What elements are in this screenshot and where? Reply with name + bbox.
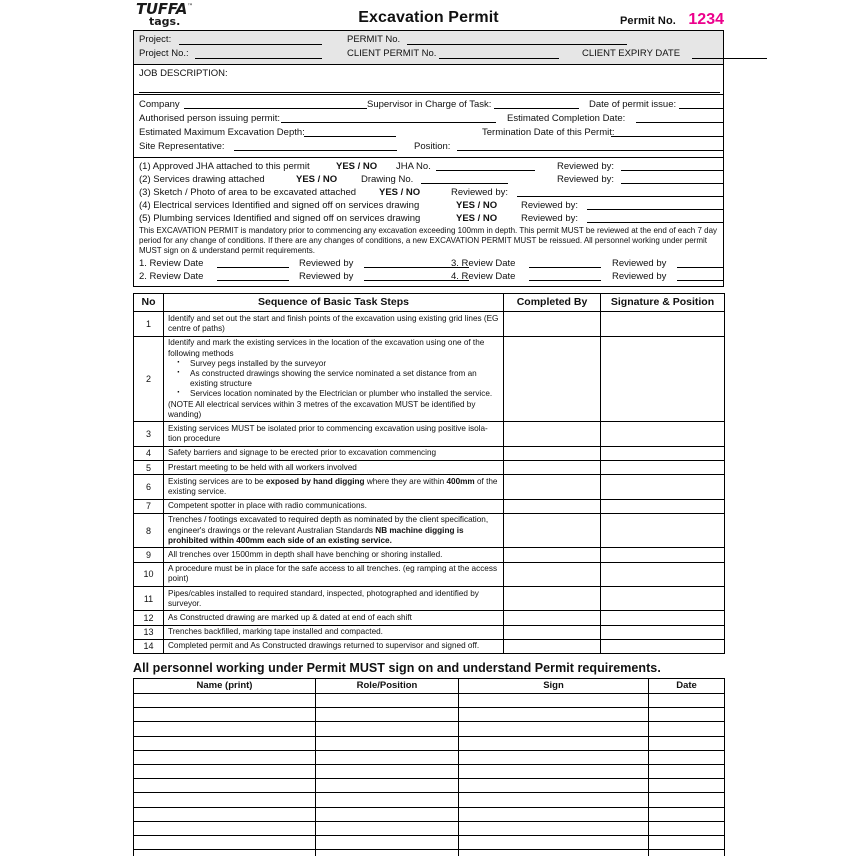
- task-completed-by-cell[interactable]: [504, 336, 601, 422]
- task-col-completed-by: Completed By: [504, 294, 601, 312]
- signoff-role-cell[interactable]: [316, 736, 459, 750]
- checklist-4-yesno[interactable]: YES / NO: [456, 200, 498, 211]
- task-row: [134, 562, 725, 586]
- task-row-description: A procedure must be in place for the safe access to all trenches. (eg ramping at the access point): [164, 562, 504, 586]
- review-2-label: 2. Review Date: [139, 271, 204, 283]
- signoff-date-cell[interactable]: [649, 821, 725, 835]
- signoff-date-cell[interactable]: [649, 722, 725, 736]
- signoff-row: [134, 765, 725, 779]
- signoff-role-cell[interactable]: [316, 850, 459, 856]
- task-row: [134, 611, 725, 625]
- task-row-number: 3: [134, 422, 164, 446]
- signoff-name-cell[interactable]: [134, 793, 316, 807]
- task-row-number: 13: [134, 625, 164, 639]
- signoff-row: [134, 736, 725, 750]
- signoff-name-cell[interactable]: [134, 694, 316, 708]
- review-4-label: 4. Review Date: [451, 271, 516, 283]
- permit-details-box: [133, 30, 724, 287]
- signoff-role-cell[interactable]: [316, 779, 459, 793]
- signoff-name-cell[interactable]: [134, 736, 316, 750]
- mandatory-notice-text: This EXCAVATION PERMIT is mandatory prior to commencing any excavation exceeding 100mm in depth. This permit MUST be reviewed at the end of each 7 day period for any change of conditions. If there are any changes of conditions, a new EXCAVATION PERMIT MUST be reissued. All personnel working under permit MUST sign on & understand permit requirements.: [139, 226, 718, 255]
- signoff-sign-cell[interactable]: [459, 694, 649, 708]
- checklist-2-reviewed-by-input[interactable]: [621, 173, 724, 184]
- signoff-name-cell[interactable]: [134, 750, 316, 764]
- client-permit-no-input[interactable]: [439, 48, 559, 59]
- task-row: [134, 446, 725, 460]
- signoff-sign-cell[interactable]: [459, 835, 649, 849]
- signoff-sign-cell[interactable]: [459, 708, 649, 722]
- estimated-max-depth-input[interactable]: [304, 126, 396, 137]
- task-row-number: 2: [134, 336, 164, 422]
- task-row: [134, 639, 725, 653]
- checklist-4-reviewed-by-label: Reviewed by:: [521, 200, 579, 211]
- excavation-permit-form: [133, 2, 724, 856]
- checklist-3-yesno[interactable]: YES / NO: [379, 187, 421, 198]
- checklist-item-3: [139, 186, 718, 199]
- signoff-date-cell[interactable]: [649, 793, 725, 807]
- signoff-role-cell[interactable]: [316, 722, 459, 736]
- client-expiry-date-label: CLIENT EXPIRY DATE: [582, 48, 681, 59]
- permit-number-label: Permit No.: [619, 15, 676, 27]
- company-label: Company: [139, 99, 180, 110]
- signoff-col-date: Date: [649, 679, 725, 694]
- permit-number-value: 1234: [688, 11, 724, 28]
- task-col-no: No: [134, 294, 164, 312]
- max-depth-row: [139, 126, 718, 140]
- review-row-1-3: [139, 257, 718, 270]
- date-of-permit-issue-input[interactable]: [679, 98, 724, 109]
- checklist-1-extra-label: JHA No.: [396, 161, 431, 172]
- review-row-2-4: [139, 270, 718, 283]
- signoff-date-cell[interactable]: [649, 779, 725, 793]
- site-representative-input[interactable]: [234, 140, 397, 151]
- signoff-role-cell[interactable]: [316, 835, 459, 849]
- signoff-date-cell[interactable]: [649, 850, 725, 856]
- checklist-2-extra-label: Drawing No.: [361, 174, 414, 185]
- checklist-item-1: [139, 160, 718, 173]
- task-row-number: 9: [134, 548, 164, 562]
- task-row-description: Completed permit and As Constructed drawings returned to supervisor and signed off.: [164, 639, 504, 653]
- task-row: [134, 461, 725, 475]
- review-2-by-label: Reviewed by: [299, 271, 354, 283]
- project-no-input[interactable]: [195, 48, 322, 59]
- signoff-name-cell[interactable]: [134, 807, 316, 821]
- signoff-row: [134, 835, 725, 849]
- review-4-date-input[interactable]: [529, 270, 601, 281]
- authorised-person-input[interactable]: [281, 112, 496, 123]
- signoff-sign-cell[interactable]: [459, 793, 649, 807]
- estimated-max-depth-label: Estimated Maximum Excavation Depth:: [139, 127, 305, 138]
- termination-date-input[interactable]: [611, 126, 724, 137]
- project-no-row: [139, 47, 718, 61]
- permit-no-input[interactable]: [407, 34, 627, 45]
- signoff-name-cell[interactable]: [134, 821, 316, 835]
- task-completed-by-cell[interactable]: [504, 499, 601, 513]
- trademark-icon: ™: [187, 3, 193, 10]
- project-label: Project:: [139, 34, 172, 45]
- signoff-role-cell[interactable]: [316, 807, 459, 821]
- task-row-description: As Constructed drawing are marked up & dated at end of each shift: [164, 611, 504, 625]
- site-representative-label: Site Representative:: [139, 141, 225, 152]
- task-col-steps: Sequence of Basic Task Steps: [164, 294, 504, 312]
- signoff-date-cell[interactable]: [649, 765, 725, 779]
- task-row: [134, 312, 725, 336]
- signoff-sign-cell[interactable]: [459, 765, 649, 779]
- signoff-sign-cell[interactable]: [459, 750, 649, 764]
- task-signature-cell[interactable]: [601, 639, 725, 653]
- signoff-role-cell[interactable]: [316, 793, 459, 807]
- task-row: [134, 548, 725, 562]
- job-description-section: [134, 65, 723, 95]
- signoff-col-sign: Sign: [459, 679, 649, 694]
- signoff-row: [134, 850, 725, 856]
- task-signature-cell[interactable]: [601, 562, 725, 586]
- supervisor-label: Supervisor in Charge of Task:: [367, 99, 492, 110]
- task-col-signature-position: Signature & Position: [601, 294, 725, 312]
- task-row-number: 11: [134, 587, 164, 611]
- client-expiry-date-input[interactable]: [692, 48, 767, 59]
- task-row: [134, 422, 725, 446]
- signoff-row: [134, 779, 725, 793]
- company-input[interactable]: [184, 98, 367, 109]
- signoff-role-cell[interactable]: [316, 750, 459, 764]
- signoff-name-cell[interactable]: [134, 850, 316, 856]
- position-input[interactable]: [457, 140, 724, 151]
- signoff-role-cell[interactable]: [316, 708, 459, 722]
- task-signature-cell[interactable]: [601, 611, 725, 625]
- review-dates-section: [134, 256, 723, 286]
- task-row-number: 4: [134, 446, 164, 460]
- checklist-item-5: [139, 212, 718, 225]
- task-row-number: 10: [134, 562, 164, 586]
- signoff-sign-cell[interactable]: [459, 807, 649, 821]
- job-description-input[interactable]: [139, 92, 720, 93]
- task-table-header-row: [134, 294, 725, 312]
- task-row-description: Existing services MUST be isolated prior to commencing excavation using positive isola-tion procedure: [164, 422, 504, 446]
- checklist-1-reviewed-by-input[interactable]: [621, 160, 724, 171]
- checklist-5-number: (5): [139, 213, 151, 224]
- signoff-col-name: Name (print): [134, 679, 316, 694]
- signoff-name-cell[interactable]: [134, 779, 316, 793]
- task-row: [134, 513, 725, 548]
- task-completed-by-cell[interactable]: [504, 639, 601, 653]
- signoff-date-cell[interactable]: [649, 708, 725, 722]
- signoff-role-cell[interactable]: [316, 821, 459, 835]
- project-no-label: Project No.:: [139, 48, 189, 59]
- review-1-by-label: Reviewed by: [299, 258, 354, 270]
- client-permit-no-label: CLIENT PERMIT No.: [347, 48, 437, 59]
- review-3-by-input[interactable]: [677, 257, 724, 268]
- page-title: Excavation Permit: [358, 9, 499, 26]
- signoff-row: [134, 807, 725, 821]
- task-row-description: All trenches over 1500mm in depth shall have benching or shoring installed.: [164, 548, 504, 562]
- task-completed-by-cell[interactable]: [504, 312, 601, 336]
- termination-date-label: Termination Date of this Permit:: [482, 127, 615, 138]
- task-row-description: Identify and set out the start and finish points of the excavation using existing grid lines (EG centre of paths): [164, 312, 504, 336]
- checklist-item-4: [139, 199, 718, 212]
- task-row-number: 6: [134, 475, 164, 499]
- permit-no-field-label: PERMIT No.: [347, 34, 401, 45]
- checklist-5-text: Plumbing services Identified and signed off on services drawing: [153, 213, 421, 224]
- signoff-date-cell[interactable]: [649, 736, 725, 750]
- project-input[interactable]: [179, 34, 322, 45]
- checklist-1-yesno[interactable]: YES / NO: [336, 161, 378, 172]
- task-row-number: 5: [134, 461, 164, 475]
- checklist-2-text: Services drawing attached: [153, 174, 265, 185]
- task-row-description: Competent spotter in place with radio communications.: [164, 499, 504, 513]
- review-3-label: 3. Review Date: [451, 258, 516, 270]
- task-row-description: Trenches / footings excavated to required depth as nominated by the client specification, engineer's drawings or the relevant Australian Standards NB machine digging is prohibited within 400mm each side of an existing service.: [164, 513, 504, 548]
- task-row-description: Existing services are to be exposed by hand digging where they are within 400mm of the existing service.: [164, 475, 504, 499]
- signoff-date-cell[interactable]: [649, 694, 725, 708]
- task-signature-cell[interactable]: [601, 548, 725, 562]
- task-signature-cell[interactable]: [601, 422, 725, 446]
- checklist-1-text: Approved JHA attached to this permit: [152, 161, 310, 172]
- review-1-date-input[interactable]: [217, 257, 289, 268]
- signoff-row: [134, 722, 725, 736]
- job-description-label: JOB DESCRIPTION:: [139, 68, 228, 79]
- position-label: Position:: [414, 141, 451, 152]
- signoff-date-cell[interactable]: [649, 835, 725, 849]
- sign-on-heading: All personnel working under Permit MUST sign on and understand Permit requirements.: [133, 661, 661, 676]
- task-row: [134, 336, 725, 422]
- task-row-number: 1: [134, 312, 164, 336]
- checklist-5-reviewed-by-label: Reviewed by:: [521, 213, 579, 224]
- task-row-description: Identify and mark the existing services in the location of the excavation using one of the following methods · Survey pegs installed by the surveyor · As constructed drawings showing the service nominated a set distance from an existing structure · Services location nominated by the Electrician or plumber who installed the service. (NOTE All electrical services within 3 metres of the excavation MUST be identified by wanding): [164, 336, 504, 422]
- signoff-row: [134, 708, 725, 722]
- task-row-number: 12: [134, 611, 164, 625]
- permit-parties-section: [134, 95, 723, 158]
- task-row-number: 8: [134, 513, 164, 548]
- checklist-2-reviewed-by-label: Reviewed by:: [557, 174, 615, 185]
- checklist-5-reviewed-by-input[interactable]: [587, 212, 724, 223]
- signoff-row: [134, 821, 725, 835]
- signoff-sign-cell[interactable]: [459, 779, 649, 793]
- estimated-completion-input[interactable]: [636, 112, 724, 123]
- checklist-2-extra-input[interactable]: [421, 173, 508, 184]
- checklist-1-reviewed-by-label: Reviewed by:: [557, 161, 615, 172]
- checklist-2-number: (2): [139, 174, 151, 185]
- task-signature-cell[interactable]: [601, 513, 725, 548]
- task-signature-cell[interactable]: [601, 336, 725, 422]
- checklist-3-text: Sketch / Photo of area to be excavated attached: [153, 187, 357, 198]
- signoff-date-cell[interactable]: [649, 807, 725, 821]
- signoff-role-cell[interactable]: [316, 765, 459, 779]
- task-completed-by-cell[interactable]: [504, 587, 601, 611]
- task-signature-cell[interactable]: [601, 461, 725, 475]
- task-signature-cell[interactable]: [601, 499, 725, 513]
- task-completed-by-cell[interactable]: [504, 611, 601, 625]
- task-completed-by-cell[interactable]: [504, 513, 601, 548]
- company-row: [139, 98, 718, 112]
- task-completed-by-cell[interactable]: [504, 548, 601, 562]
- task-row-description: Pipes/cables installed to required standard, inspected, photographed and identified by surveyor.: [164, 587, 504, 611]
- task-completed-by-cell[interactable]: [504, 446, 601, 460]
- checklist-2-yesno[interactable]: YES / NO: [296, 174, 338, 185]
- task-row-description: Safety barriers and signage to be erected prior to excavation commencing: [164, 446, 504, 460]
- signoff-sign-cell[interactable]: [459, 821, 649, 835]
- signoff-name-cell[interactable]: [134, 765, 316, 779]
- task-completed-by-cell[interactable]: [504, 422, 601, 446]
- review-3-by-label: Reviewed by: [612, 258, 667, 270]
- task-completed-by-cell[interactable]: [504, 475, 601, 499]
- task-completed-by-cell[interactable]: [504, 625, 601, 639]
- checklist-3-number: (3): [139, 187, 151, 198]
- signoff-row: [134, 750, 725, 764]
- task-row: [134, 625, 725, 639]
- personnel-signoff-table: [133, 678, 725, 856]
- signoff-name-cell[interactable]: [134, 835, 316, 849]
- logo-wordmark: TUFFA: [136, 0, 188, 18]
- task-signature-cell[interactable]: [601, 312, 725, 336]
- task-steps-table: [133, 293, 725, 654]
- site-representative-row: [139, 140, 718, 154]
- task-row: [134, 499, 725, 513]
- checklist-4-text: Electrical services Identified and signed off on services drawing: [153, 200, 420, 211]
- task-signature-cell[interactable]: [601, 475, 725, 499]
- signoff-name-cell[interactable]: [134, 722, 316, 736]
- checklist-3-reviewed-by-label: Reviewed by:: [451, 187, 509, 198]
- checklist-3-reviewed-by-input[interactable]: [517, 186, 724, 197]
- signoff-col-role: Role/Position: [316, 679, 459, 694]
- form-header: [133, 2, 724, 30]
- task-row-number: 7: [134, 499, 164, 513]
- signoff-header-row: [134, 679, 725, 694]
- signoff-sign-cell[interactable]: [459, 850, 649, 856]
- task-signature-cell[interactable]: [601, 625, 725, 639]
- checklist-4-number: (4): [139, 200, 151, 211]
- checklist-1-number: (1): [139, 161, 151, 172]
- logo-subtext: tags.: [149, 15, 181, 28]
- checklist-1-extra-input[interactable]: [436, 160, 535, 171]
- project-row: [139, 33, 718, 47]
- signoff-role-cell[interactable]: [316, 694, 459, 708]
- signoff-name-cell[interactable]: [134, 708, 316, 722]
- task-row-description: Prestart meeting to be held with all workers involved: [164, 461, 504, 475]
- task-row-description: Trenches backfilled, marking tape installed and compacted.: [164, 625, 504, 639]
- review-4-by-input[interactable]: [677, 270, 724, 281]
- checklist-4-reviewed-by-input[interactable]: [587, 199, 724, 210]
- task-row: [134, 587, 725, 611]
- permit-number-block: [620, 11, 724, 29]
- estimated-completion-label: Estimated Completion Date:: [507, 113, 626, 124]
- review-3-date-input[interactable]: [529, 257, 601, 268]
- review-1-label: 1. Review Date: [139, 258, 204, 270]
- project-band: [134, 31, 723, 65]
- authorised-person-label: Authorised person issuing permit:: [139, 113, 280, 124]
- task-signature-cell[interactable]: [601, 587, 725, 611]
- review-2-date-input[interactable]: [217, 270, 289, 281]
- task-completed-by-cell[interactable]: [504, 562, 601, 586]
- authorised-person-row: [139, 112, 718, 126]
- task-completed-by-cell[interactable]: [504, 461, 601, 475]
- review-4-by-label: Reviewed by: [612, 271, 667, 283]
- signoff-row: [134, 793, 725, 807]
- task-signature-cell[interactable]: [601, 446, 725, 460]
- attachment-checklist-section: [134, 158, 723, 225]
- checklist-item-2: [139, 173, 718, 186]
- date-of-permit-issue-label: Date of permit issue:: [589, 99, 677, 110]
- checklist-5-yesno[interactable]: YES / NO: [456, 213, 498, 224]
- task-row: [134, 475, 725, 499]
- task-row-number: 14: [134, 639, 164, 653]
- signoff-row: [134, 694, 725, 708]
- signoff-sign-cell[interactable]: [459, 722, 649, 736]
- signoff-date-cell[interactable]: [649, 750, 725, 764]
- supervisor-input[interactable]: [494, 98, 579, 109]
- signoff-sign-cell[interactable]: [459, 736, 649, 750]
